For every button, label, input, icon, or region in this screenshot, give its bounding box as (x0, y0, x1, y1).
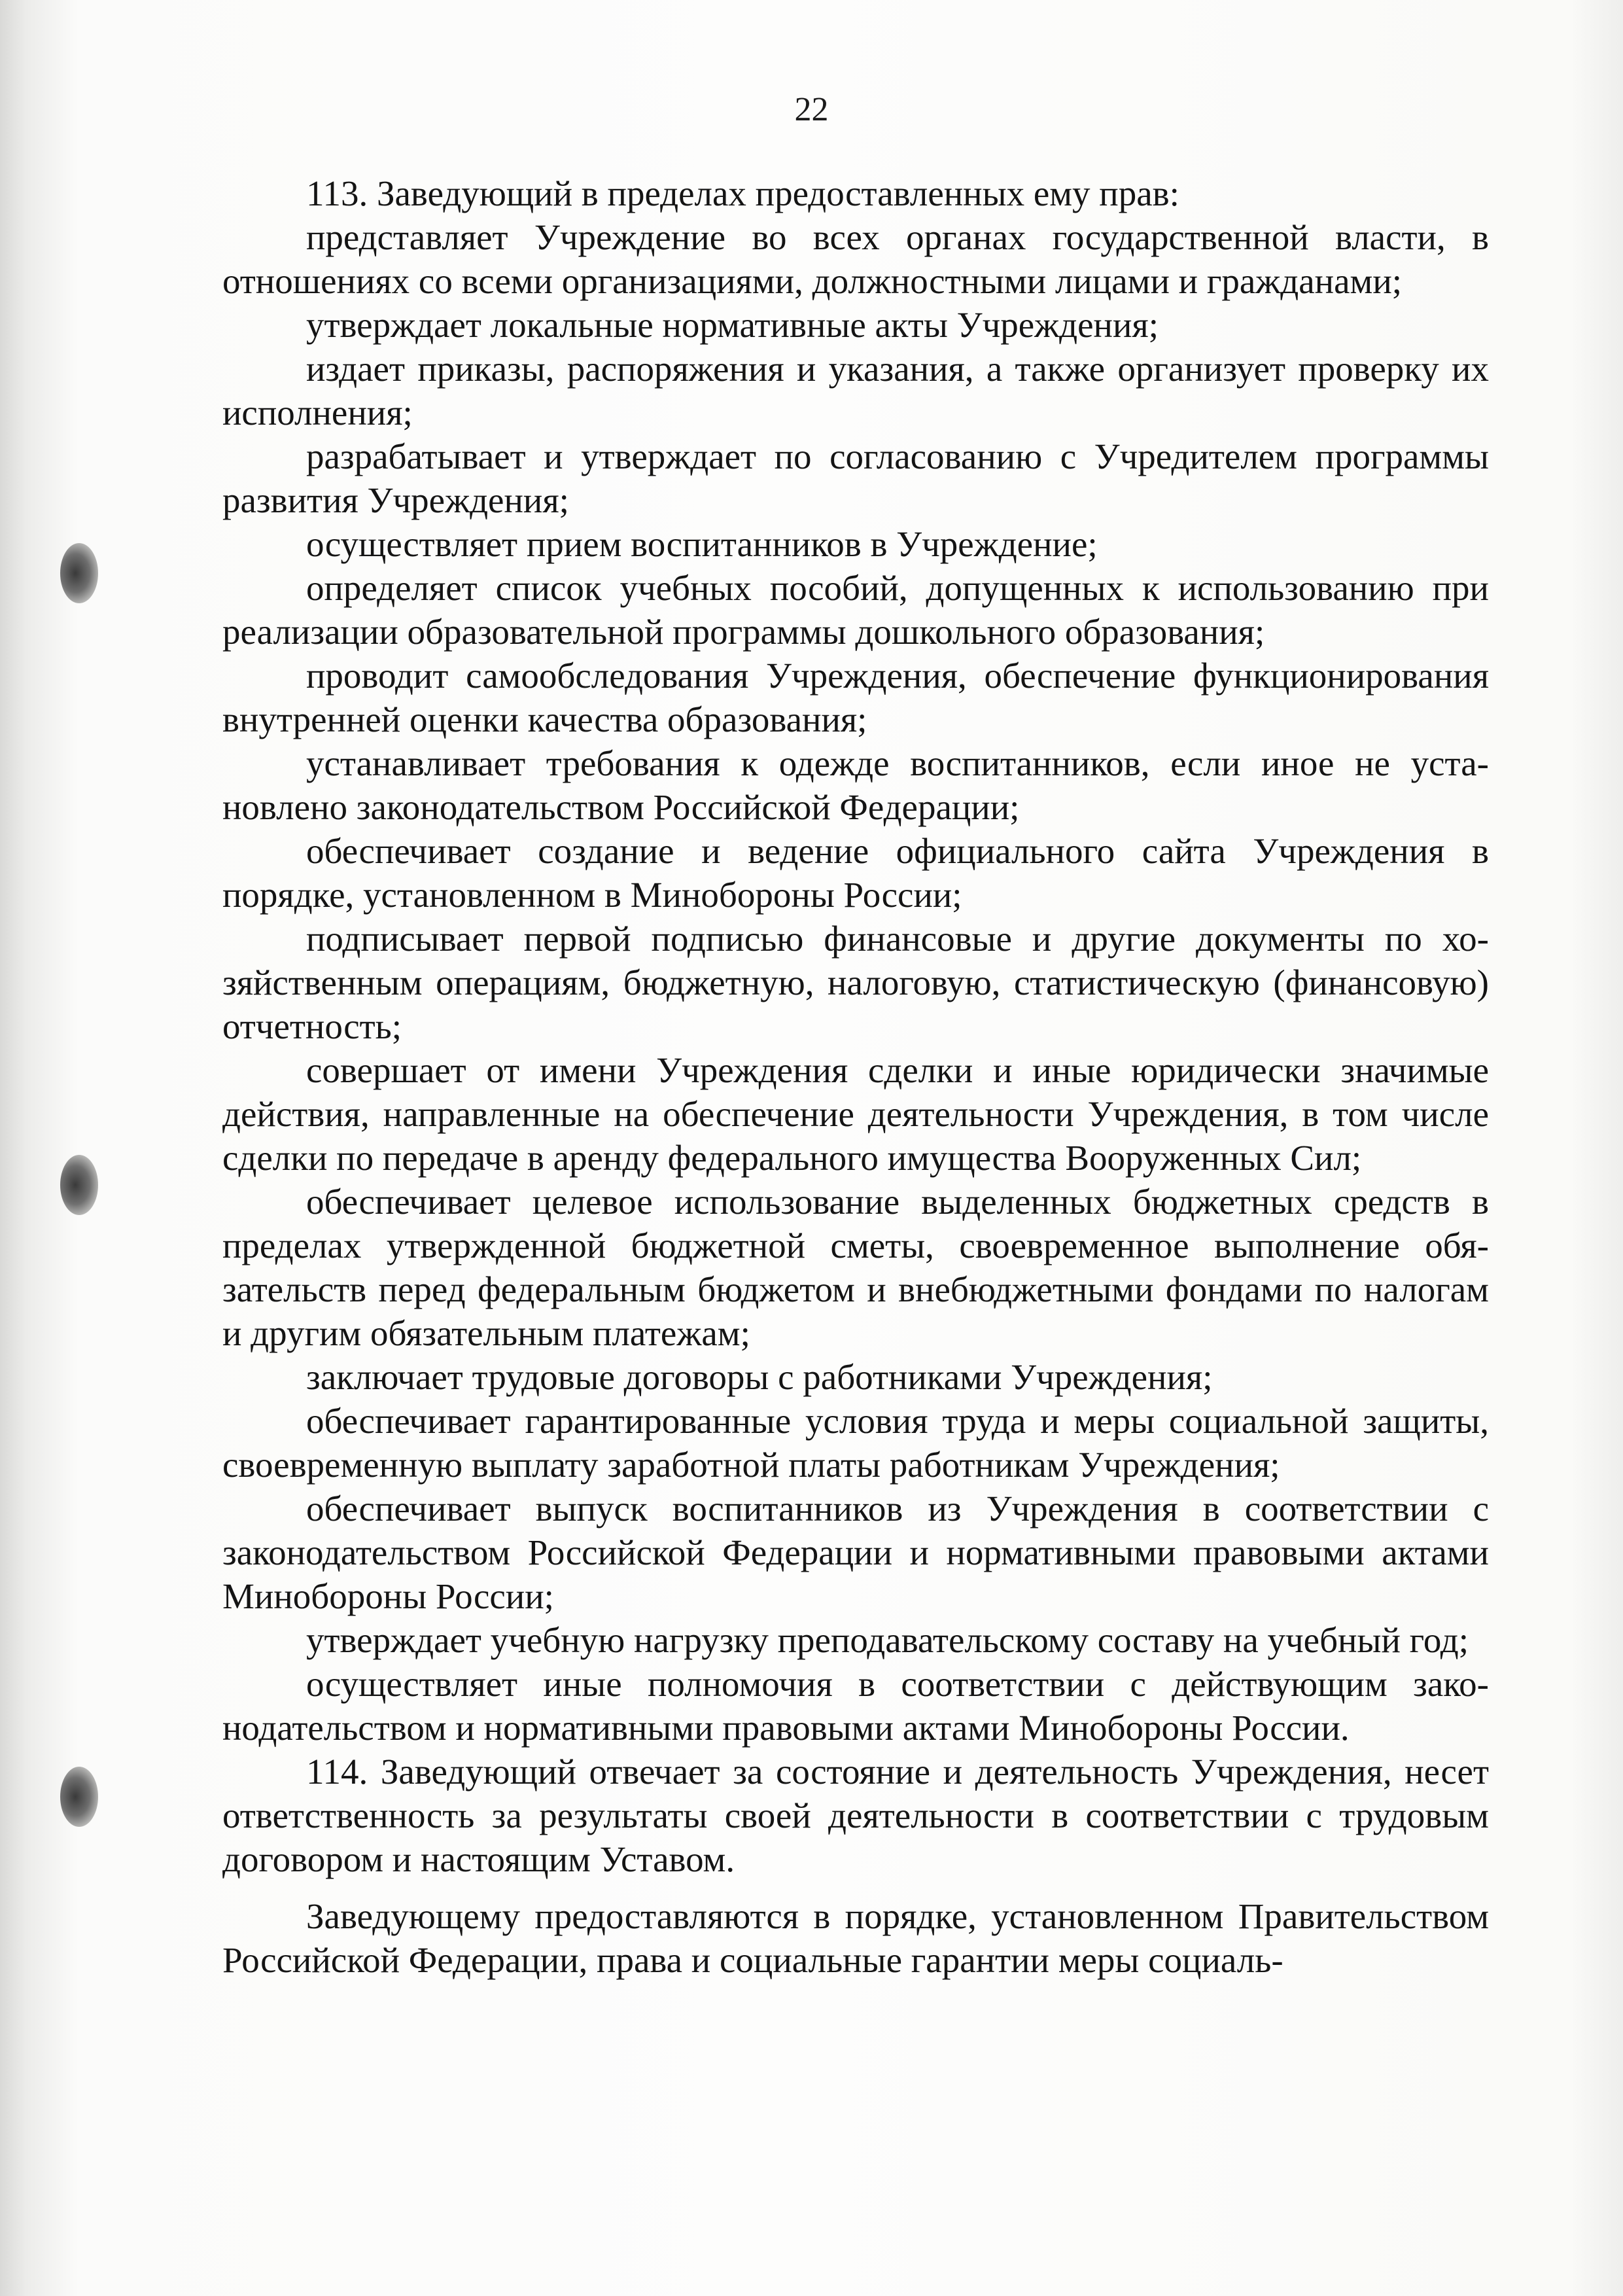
paragraph: заключает трудовые договоры с работниками Учреждения; (306, 1357, 1213, 1397)
binder-hole (60, 1155, 98, 1215)
page-number: 22 (794, 91, 829, 128)
paragraph: обеспечивает выпуск воспитанников из Учреждения в соответствии с законодательством Российской Федерации и нормативными правовыми актами Минобороны России; (222, 1489, 1489, 1616)
paragraph: издает приказы, распоряжения и указания, а также организует проверку их исполнения; (222, 349, 1489, 433)
paragraph: совершает от имени Учреждения сделки и иные юридически значимые действия, направленные на обеспечение деятельности Учреждения, в том числе сделки по передаче в аренду федерального имущества Вооруженных Сил; (222, 1050, 1489, 1178)
paragraph: обеспечивает гарантированные условия труда и меры социальной защиты, своевременную выплату заработной платы работникам Учреждения; (222, 1401, 1489, 1485)
paragraph: обеспечивает целевое использование выделенных бюджетных средств в пределах утвержденной бюджетной сметы, своевременное выполнение обязательств перед федеральным бюджетом и внебюджетными фондами по налогам и другим обязательным платежам; (222, 1182, 1489, 1353)
paragraph: осуществляет прием воспитанников в Учреждение; (306, 524, 1098, 564)
paragraph: 114. Заведующий отвечает за состояние и деятельность Учреждения, несет ответственность за результаты своей деятельности в соответствии с трудовым договором и настоящим Уставом. (222, 1752, 1489, 1879)
paragraph: утверждает локальные нормативные акты Учреждения; (306, 305, 1159, 345)
paragraph: утверждает учебную нагрузку преподавательскому составу на учебный год; (306, 1620, 1469, 1660)
paragraph: представляет Учреждение во всех органах государственной власти, в отношениях со всеми организациями, должностными лицами и гражданами; (222, 217, 1489, 301)
paragraph: 113. Заведующий в пределах предоставленных ему прав: (306, 173, 1179, 213)
document-body (222, 171, 1489, 1982)
paragraph: разрабатывает и утверждает по согласованию с Учредителем программы развития Учреждения; (222, 436, 1489, 520)
paragraph: осуществляет иные полномочия в соответствии с действующим законодательством и нормативными правовыми актами Минобороны России. (222, 1664, 1489, 1748)
binder-hole (60, 543, 98, 603)
paragraph: устанавливает требования к одежде воспитанников, если иное не установлено законодательством Российской Федерации; (222, 743, 1489, 827)
paragraph: Заведующему предоставляются в порядке, установленном Правительством Российской Федерации, права и социальные гарантии меры социаль- (222, 1896, 1489, 1980)
binder-hole (60, 1767, 98, 1827)
paragraph: определяет список учебных пособий, допущенных к использованию при реализации образовательной программы дошкольного образования; (222, 568, 1489, 652)
paragraph: проводит самообследования Учреждения, обеспечение функционирования внутренней оценки качества образования; (222, 656, 1489, 739)
paragraph: обеспечивает создание и ведение официального сайта Учреждения в порядке, установленном в Минобороны России; (222, 831, 1489, 915)
paragraph: подписывает первой подписью финансовые и другие документы по хозяйственным операциям, бюджетную, налоговую, статистическую (финансовую) отчетность; (222, 919, 1489, 1046)
